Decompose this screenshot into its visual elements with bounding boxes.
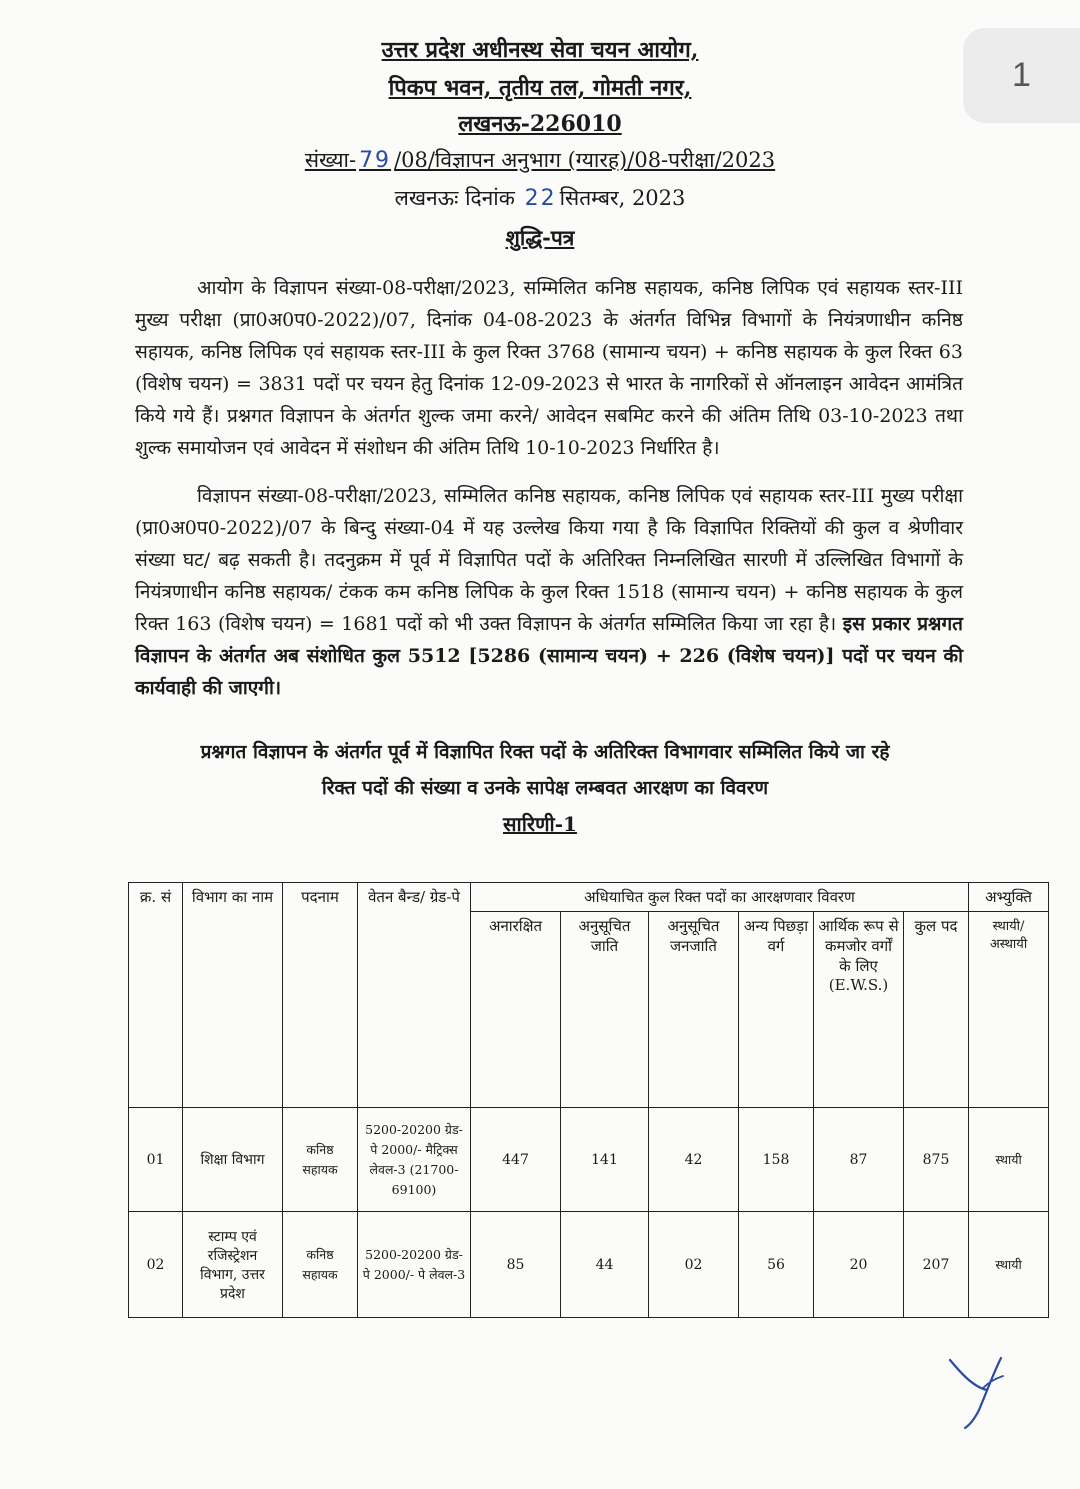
cell-total: 207 — [904, 1212, 969, 1318]
table-row — [129, 1212, 1049, 1318]
head-sno: क्र. सं — [129, 883, 183, 1108]
reference-number — [0, 146, 1080, 174]
head-unreserved: अनारक्षित — [471, 912, 561, 1108]
head-reservation-group: अधियाचित कुल रिक्त पदों का आरक्षणवार विवरण — [471, 883, 969, 912]
paragraph-2-text: विज्ञापन संख्या-08-परीक्षा/2023, सम्मिलित कनिष्ठ सहायक, कनिष्ठ लिपिक एवं सहायक स्तर-III मुख्य परीक्षा (प्रा0अ0प0-2022)/07 के बिन्दु संख्या-04 में यह उल्लेख किया गया है कि विज्ञापित रिक्तियों की कुल व श्रेणीवार संख्या घट/ बढ़ सकती है। तदनुक्रम में पूर्व में विज्ञापित पदों के अतिरिक्त निम्नलिखित सारणी में उल्लिखित विभागों के नियंत्रणाधीन कनिष्ठ सहायक/ टंकक कम कनिष्ठ लिपिक के कुल रिक्त 1518 (सामान्य चयन) + कनिष्ठ सहायक के कुल रिक्त 163 (विशेष चयन) = 1681 पदों को भी उक्त विज्ञापन के अंतर्गत सम्मिलित किया जा रहा है। — [135, 485, 963, 635]
signature-icon — [945, 1352, 1015, 1432]
document-title: शुद्धि-पत्र — [505, 225, 575, 250]
cell-remark: स्थायी — [969, 1212, 1049, 1318]
head-total: कुल पद — [904, 912, 969, 1108]
date-prefix: लखनऊः दिनांक — [394, 186, 515, 210]
reference-date — [0, 184, 1080, 212]
paragraph-2-bold-text: इस प्रकार प्रश्नगत विज्ञापन के अंतर्गत अब संशोधित कुल 5512 [5286 (सामान्य चयन) + 226 (विशेष चयन)] पदों पर चयन की कार्यवाही की जाएगी। — [135, 613, 963, 699]
cell-st: 02 — [649, 1212, 739, 1318]
cell-post: कनिष्ठ सहायक — [283, 1212, 358, 1318]
ref-suffix: /08/विज्ञापन अनुभाग (ग्यारह)/08-परीक्षा/2023 — [394, 148, 776, 172]
head-post: पदनाम — [283, 883, 358, 1108]
page-number-badge: 1 — [963, 28, 1080, 123]
table-caption-line-1: प्रश्नगत विज्ञापन के अंतर्गत पूर्व में विज्ञापित रिक्त पदों के अतिरिक्त विभागवार सम्मिलित किये जा रहे — [200, 741, 890, 763]
table-caption — [120, 734, 970, 806]
cell-sc: 141 — [561, 1108, 649, 1212]
header-line-1: उत्तर प्रदेश अधीनस्थ सेवा चयन आयोग, — [381, 37, 699, 63]
head-sc: अनुसूचित जाति — [561, 912, 649, 1108]
head-remark: अभ्युक्ति — [969, 883, 1049, 912]
cell-total: 875 — [904, 1108, 969, 1212]
cell-dept: स्टाम्प एवं रजिस्ट्रेशन विभाग, उत्तर प्रदेश — [183, 1212, 283, 1318]
head-pay: वेतन बैन्ड/ ग्रेड-पे — [358, 883, 471, 1108]
cell-post: कनिष्ठ सहायक — [283, 1108, 358, 1212]
cell-unreserved: 85 — [471, 1212, 561, 1318]
head-remark-sub: स्थायी/ अस्थायी — [969, 912, 1049, 1108]
cell-sno: 02 — [129, 1212, 183, 1318]
head-st: अनुसूचित जनजाति — [649, 912, 739, 1108]
paragraph-1-text: आयोग के विज्ञापन संख्या-08-परीक्षा/2023, सम्मिलित कनिष्ठ सहायक, कनिष्ठ लिपिक एवं सहायक स्तर-III मुख्य परीक्षा (प्रा0अ0प0-2022)/07, दिनांक 04-08-2023 के अंतर्गत विभिन्न विभागों के नियंत्रणाधीन कनिष्ठ सहायक, कनिष्ठ लिपिक एवं सहायक स्तर-III के कुल रिक्त 3768 (सामान्य चयन) + कनिष्ठ सहायक के कुल रिक्त 63 (विशेष चयन) = 3831 पदों पर चयन हेतु दिनांक 12-09-2023 से भारत के नागरिकों से ऑनलाइन आवेदन आमंत्रित किये गये हैं। प्रश्नगत विज्ञापन के अंतर्गत शुल्क जमा करने/ आवेदन सबमिट करने की अंतिम तिथि 03-10-2023 तथा शुल्क समायोजन एवं आवेदन में संशोधन की अंतिम तिथि 10-10-2023 निर्धारित है। — [135, 277, 963, 459]
cell-sno: 01 — [129, 1108, 183, 1212]
paragraph-1 — [135, 272, 963, 464]
table-header-row-1 — [129, 883, 1049, 912]
head-obc: अन्य पिछड़ा वर्ग — [739, 912, 814, 1108]
header-line-2: पिकप भवन, तृतीय तल, गोमती नगर, — [388, 75, 692, 101]
cell-obc: 56 — [739, 1212, 814, 1318]
table-row — [129, 1108, 1049, 1212]
cell-sc: 44 — [561, 1212, 649, 1318]
table-title: सारिणी-1 — [503, 812, 577, 836]
header-line-3: लखनऊ-226010 — [458, 111, 622, 137]
ref-handwritten-number: 79 — [359, 148, 392, 173]
head-dept: विभाग का नाम — [183, 883, 283, 1108]
reservation-table — [128, 882, 1049, 1318]
head-ews: आर्थिक रूप से कमजोर वर्गों के लिए (E.W.S.) — [814, 912, 904, 1108]
cell-pay: 5200-20200 ग्रेड-पे 2000/- पे लेवल-3 — [358, 1212, 471, 1318]
cell-pay: 5200-20200 ग्रेड-पे 2000/- मैट्रिक्स लेवल-3 (21700-69100) — [358, 1108, 471, 1212]
date-handwritten-day: 22 — [524, 186, 557, 211]
cell-dept: शिक्षा विभाग — [183, 1108, 283, 1212]
ref-prefix: संख्या- — [304, 148, 357, 172]
cell-ews: 87 — [814, 1108, 904, 1212]
cell-unreserved: 447 — [471, 1108, 561, 1212]
paragraph-2 — [135, 480, 963, 704]
cell-obc: 158 — [739, 1108, 814, 1212]
date-suffix: सितम्बर, 2023 — [559, 186, 686, 210]
cell-remark: स्थायी — [969, 1108, 1049, 1212]
table-caption-line-2: रिक्त पदों की संख्या व उनके सापेक्ष लम्बवत आरक्षण का विवरण — [321, 777, 769, 799]
cell-st: 42 — [649, 1108, 739, 1212]
cell-ews: 20 — [814, 1212, 904, 1318]
